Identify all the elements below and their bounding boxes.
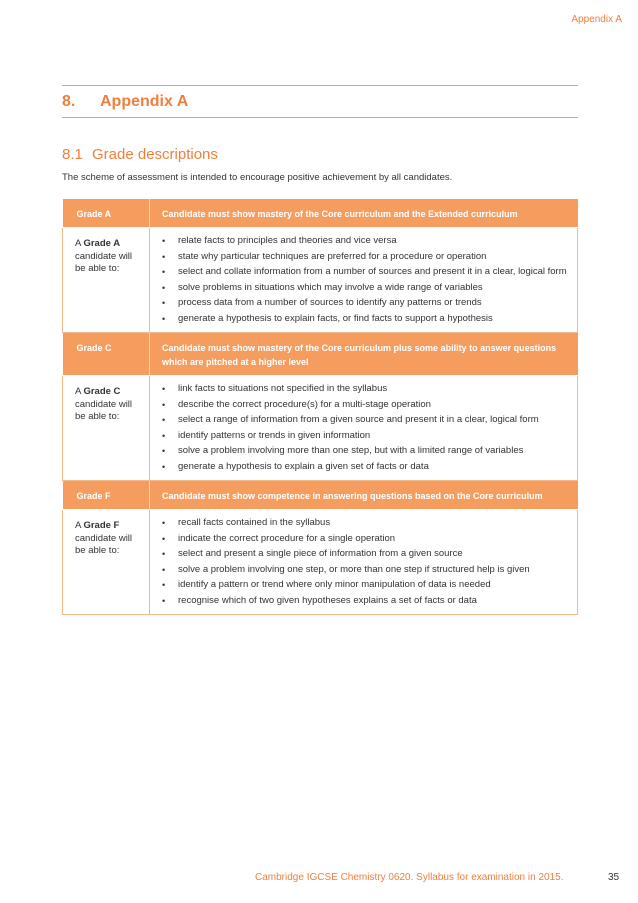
list-item-text: generate a hypothesis to explain facts, or find facts to support a hypothesis xyxy=(178,312,493,324)
list-item xyxy=(162,517,567,530)
list-item-text: select a range of information from a given source and present it in a clear, logical form xyxy=(178,414,539,425)
bullet-icon: • xyxy=(162,461,166,472)
section-title-text: Appendix A xyxy=(100,93,189,110)
list-item xyxy=(162,383,567,396)
bullet-icon: • xyxy=(162,313,166,324)
list-item xyxy=(162,297,567,310)
grade-label: Grade A xyxy=(63,199,150,228)
candidate-grade: Grade A xyxy=(83,238,121,249)
ability-list-cell xyxy=(150,228,578,333)
ability-list xyxy=(162,235,567,325)
grade-header-row xyxy=(63,481,578,510)
bullet-icon: • xyxy=(162,446,166,456)
subsection-number: 8.1 xyxy=(62,146,83,163)
list-item xyxy=(162,595,567,608)
ability-list-cell xyxy=(150,376,578,481)
grade-heading: Candidate must show mastery of the Core curriculum and the Extended curriculum xyxy=(150,199,578,228)
bullet-icon: • xyxy=(162,399,166,410)
grade-label: Grade F xyxy=(63,481,150,510)
page-number: 35 xyxy=(608,872,620,883)
candidate-grade: Grade F xyxy=(83,520,120,531)
list-item xyxy=(162,266,567,279)
list-item-text: process data from a number of sources to identify any patterns or trends xyxy=(178,297,482,308)
list-item-text: solve a problem involving one step, or more than one step if structured help is given xyxy=(178,563,530,575)
section-rule-top xyxy=(62,85,578,86)
candidate-prefix: A xyxy=(75,386,81,397)
list-item-text: state why particular techniques are preferred for a procedure or operation xyxy=(178,250,487,262)
list-item xyxy=(162,564,567,577)
bullet-icon: • xyxy=(162,298,166,308)
bullet-icon: • xyxy=(162,564,166,575)
list-item-text: solve problems in situations which may involve a wide range of variables xyxy=(178,281,483,293)
section-number: 8. xyxy=(62,93,76,110)
section-rule-bottom xyxy=(62,117,578,118)
bullet-icon: • xyxy=(162,518,166,528)
grade-body-row xyxy=(63,228,578,333)
bullet-icon: • xyxy=(162,430,166,441)
running-head: Appendix A xyxy=(571,14,622,25)
list-item xyxy=(162,251,567,264)
grade-table-body xyxy=(63,199,578,615)
bullet-icon: • xyxy=(162,415,166,425)
list-item-text: identify a pattern or trend where only minor manipulation of data is needed xyxy=(178,579,491,590)
grade-body-row xyxy=(63,510,578,615)
list-item xyxy=(162,461,567,474)
list-item xyxy=(162,533,567,546)
list-item xyxy=(162,313,567,326)
grade-body-row xyxy=(63,376,578,481)
bullet-icon: • xyxy=(162,580,166,590)
bullet-icon: • xyxy=(162,267,166,277)
candidate-prefix: A xyxy=(75,238,81,249)
list-item-text: relate facts to principles and theories and vice versa xyxy=(178,235,397,246)
intro-paragraph: The scheme of assessment is intended to encourage positive achievement by all candidates. xyxy=(62,172,453,183)
ability-list-cell xyxy=(150,510,578,615)
grade-heading: Candidate must show competence in answering questions based on the Core curriculum xyxy=(150,481,578,510)
list-item-text: recall facts contained in the syllabus xyxy=(178,517,331,528)
candidate-prefix: A xyxy=(75,520,81,531)
footer-text: Cambridge IGCSE Chemistry 0620. Syllabus for examination in 2015. xyxy=(255,872,564,883)
candidate-description xyxy=(63,376,150,481)
candidate-grade: Grade C xyxy=(83,386,121,397)
list-item-text: recognise which of two given hypotheses explains a set of facts or data xyxy=(178,594,477,606)
section-title xyxy=(62,93,188,111)
ability-list xyxy=(162,383,567,473)
bullet-icon: • xyxy=(162,251,166,262)
subsection-title-text: Grade descriptions xyxy=(92,146,218,163)
bullet-icon: • xyxy=(162,282,166,293)
grade-header-row xyxy=(63,199,578,228)
bullet-icon: • xyxy=(162,384,166,394)
grade-heading: Candidate must show mastery of the Core curriculum plus some ability to answer questions which are pitched at a higher level xyxy=(150,333,578,376)
subsection-title xyxy=(62,146,218,163)
list-item-text: generate a hypothesis to explain a given set of facts or data xyxy=(178,460,429,472)
list-item-text: select and present a single piece of information from a given source xyxy=(178,548,463,559)
bullet-icon: • xyxy=(162,236,166,246)
list-item xyxy=(162,548,567,561)
list-item-text: indicate the correct procedure for a single operation xyxy=(178,532,396,544)
candidate-suffix: candidate will be able to: xyxy=(75,532,133,556)
list-item-text: solve a problem involving more than one step, but with a limited range of variables xyxy=(178,445,524,456)
list-item-text: identify patterns or trends in given information xyxy=(178,429,371,441)
bullet-icon: • xyxy=(162,533,166,544)
grade-header-row xyxy=(63,333,578,376)
list-item-text: link facts to situations not specified in the syllabus xyxy=(178,383,388,394)
list-item xyxy=(162,399,567,412)
list-item-text: describe the correct procedure(s) for a multi-stage operation xyxy=(178,398,431,410)
candidate-suffix: candidate will be able to: xyxy=(75,250,133,274)
list-item xyxy=(162,430,567,443)
list-item-text: select and collate information from a number of sources and present it in a clear, logical form xyxy=(178,266,567,277)
candidate-description xyxy=(63,510,150,615)
bullet-icon: • xyxy=(162,549,166,559)
list-item xyxy=(162,414,567,427)
grade-descriptions-table xyxy=(62,199,578,615)
candidate-suffix: candidate will be able to: xyxy=(75,398,133,422)
bullet-icon: • xyxy=(162,595,166,606)
list-item xyxy=(162,235,567,248)
grade-label: Grade C xyxy=(63,333,150,376)
list-item xyxy=(162,445,567,458)
list-item xyxy=(162,282,567,295)
list-item xyxy=(162,579,567,592)
ability-list xyxy=(162,517,567,607)
candidate-description xyxy=(63,228,150,333)
